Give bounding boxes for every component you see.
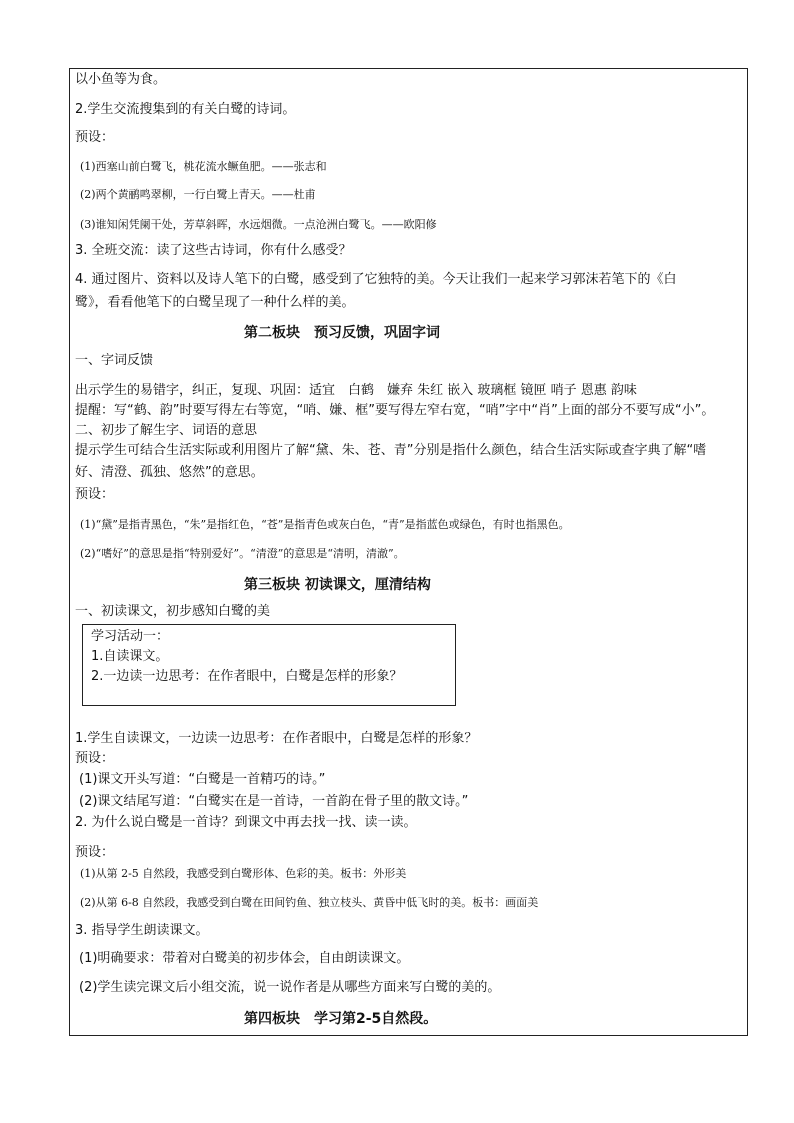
preset-line: (2)“嗜好”的意思是指“特别爱好”。“清澄”的意思是“清明，清澈”。 [80,547,405,560]
text-line: 预设： [75,130,115,145]
activity-item: 1.自读课文。 [91,649,169,664]
preset-line: (2)从第 6-8 自然段，我感受到白鹭在田间钓鱼、独立枝头、黄昏中低飞时的美。板书：画面美 [80,896,539,909]
text-line: 提醒：写“鹤、韵”时要写得左右等宽，“哨、嫌、框”要写得左窄右宽，“哨”字中“肖”上面的部分不要写成“小”。 [75,403,715,418]
text-line: 3. 指导学生朗读课文。 [75,923,209,938]
text-line: 一、初读课文，初步感知白鹭的美 [75,604,271,619]
preset-line: (1)“黛”是指青黑色，“朱”是指红色，“苍”是指青色或灰白色，“青”是指蓝色或绿色，有时也指黑色。 [80,518,570,531]
text-line: 2. 为什么说白鹭是一首诗？到课文中再去找一找、读一读。 [75,815,417,830]
learning-activity-box [82,624,456,706]
text-line: 3. 全班交流：读了这些古诗词，你有什么感受？ [75,243,352,258]
preset-line: (1)从第 2-5 自然段，我感受到白鹭形体、色彩的美。板书：外形美 [80,867,407,880]
text-line: 二、初步了解生字、词语的意思 [75,423,258,438]
text-line: 提示学生可结合生活实际或利用图片了解“黛、朱、苍、青”分别是指什么颜色，结合生活实际或查字典了解“嗜 [75,443,707,458]
text-line: 预设： [75,487,115,502]
text-line: 2.学生交流搜集到的有关白鹭的诗词。 [75,102,296,117]
poem-line: (1)西塞山前白鹭飞，桃花流水鳜鱼肥。——张志和 [80,160,327,173]
text-line: (2)课文结尾写道：“白鹭实在是一首诗，一首韵在骨子里的散文诗。” [79,794,469,809]
text-line: 一、字词反馈 [75,353,154,368]
section-heading: 第四板块 学习第2-5自然段。 [244,1011,438,1027]
section-heading: 第二板块 预习反馈，巩固字词 [244,325,440,341]
text-line: 鹭》，看看他笔下的白鹭呈现了一种什么样的美。 [75,295,355,310]
poem-line: (3)谁知闲凭阑干处，芳草斜晖，水远烟微。一点沧洲白鹭飞。——欧阳修 [80,218,437,231]
text-line: 预设： [75,845,115,860]
text-line: 以小鱼等为食。 [75,72,167,87]
poem-line: (2)两个黄鹂鸣翠柳，一行白鹭上青天。——杜甫 [80,188,316,201]
section-heading: 第三板块 初读课文，厘清结构 [244,577,431,593]
text-line: (2)学生读完课文后小组交流，说一说作者是从哪些方面来写白鹭的美的。 [79,980,501,995]
text-line: 预设： [75,751,115,766]
text-line: 出示学生的易错字，纠正，复现、巩固：适宜 白鹤 嫌弃 朱红 嵌入 玻璃框 镜匣 哨子 恩惠 韵味 [75,383,637,398]
text-line: (1)课文开头写道：“白鹭是一首精巧的诗。” [79,772,326,787]
text-line: (1)明确要求：带着对白鹭美的初步体会，自由朗读课文。 [79,951,410,966]
activity-title: 学习活动一： [91,629,170,644]
text-line: 好、清澄、孤独、悠然”的意思。 [75,465,264,480]
activity-item: 2.一边读一边思考：在作者眼中，白鹭是怎样的形象？ [91,669,403,684]
text-line: 4. 通过图片、资料以及诗人笔下的白鹭，感受到了它独特的美。今天让我们一起来学习郭沫若笔下的《白 [75,272,677,287]
text-line: 1.学生自读课文，一边读一边思考：在作者眼中，白鹭是怎样的形象？ [75,731,478,746]
